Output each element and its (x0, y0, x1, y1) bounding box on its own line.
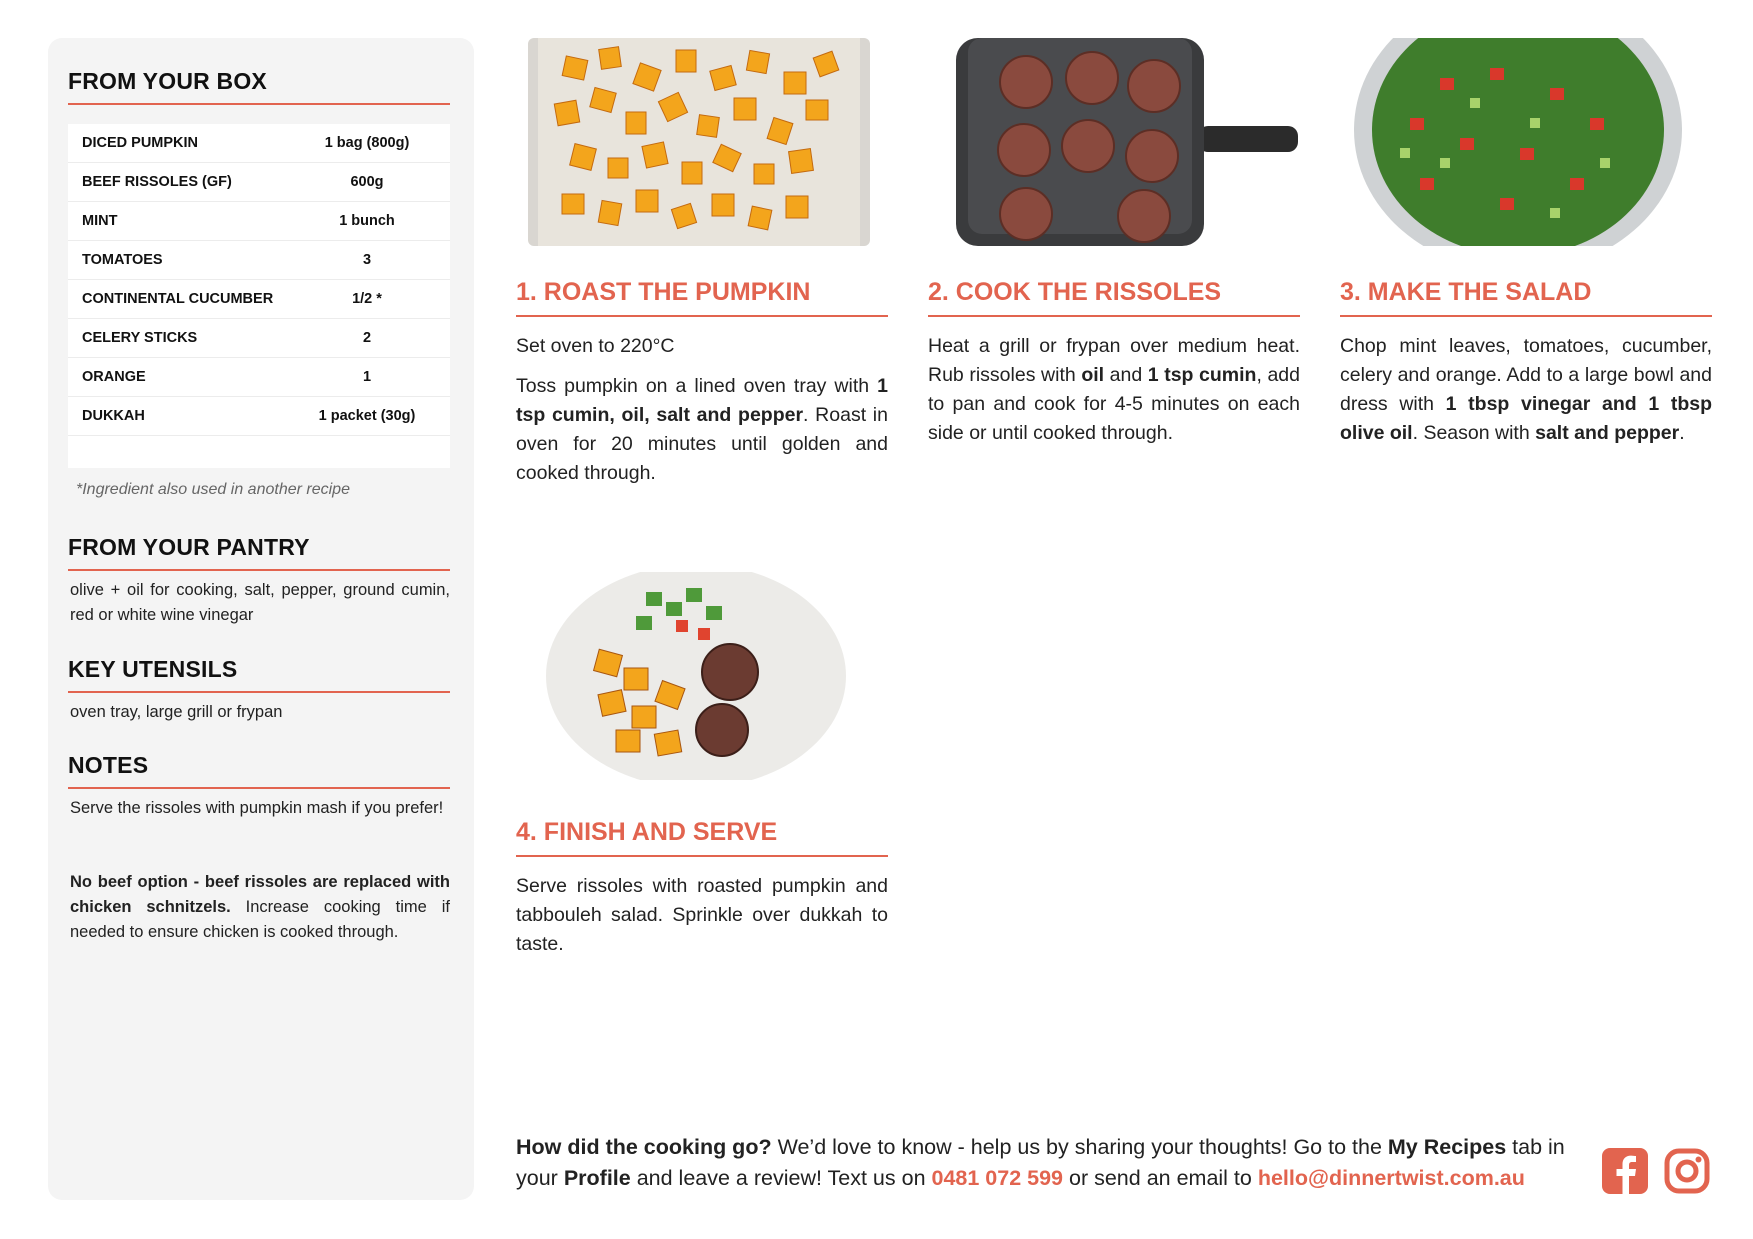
phone-link[interactable]: 0481 072 599 (931, 1166, 1064, 1190)
step-2-heading: 2. COOK THE RISSOLES (928, 278, 1300, 317)
footer-text-3: and leave a review! Text us on (630, 1166, 932, 1190)
roast-pumpkin-photo (516, 38, 888, 246)
notes-text: Serve the rissoles with pumpkin mash if you prefer! (70, 799, 444, 817)
step-3-text-e: . (1679, 422, 1685, 444)
key-utensils-heading: KEY UTENSILS (68, 656, 450, 693)
facebook-icon[interactable] (1602, 1148, 1648, 1194)
table-row (68, 124, 450, 163)
step-4-body (516, 872, 888, 970)
step-2-body (928, 332, 1300, 459)
footer-text-4: or send an email to (1063, 1166, 1258, 1190)
no-beef-text: Increase cooking time if needed to ensure chicken is cooked through. (70, 898, 450, 941)
step-3-text-c: . Season with (1412, 422, 1536, 444)
ingredients-sidebar (48, 38, 474, 1200)
ingredient-qty: 1 (362, 369, 372, 385)
salad-bowl-photo (1340, 38, 1712, 246)
step-2-bold-cumin: 1 tsp cumin (1147, 364, 1257, 386)
step-3-heading: 3. MAKE THE SALAD (1340, 278, 1712, 317)
step-3-text (1340, 332, 1712, 448)
table-row (68, 280, 450, 319)
step-1-text-2 (516, 372, 888, 488)
table-row (68, 163, 450, 202)
notes-heading: NOTES (68, 752, 450, 789)
step-4-heading: 4. FINISH AND SERVE (516, 818, 888, 857)
step-3-bold-dress: 1 tbsp vinegar and 1 tbsp olive oil (1340, 393, 1712, 444)
step-3-body (1340, 332, 1712, 459)
no-beef-note (70, 870, 450, 945)
ingredient-name: DUKKAH (82, 408, 145, 424)
from-your-pantry-heading: FROM YOUR PANTRY (68, 534, 450, 571)
ingredient-name: CONTINENTAL CUCUMBER (82, 291, 274, 307)
step-3-bold-season: salt and pepper (1535, 422, 1680, 444)
step-2-text (928, 332, 1300, 448)
step-1-heading: 1. ROAST THE PUMPKIN (516, 278, 888, 317)
ingredient-name: BEEF RISSOLES (GF) (82, 174, 232, 190)
footer-text-1: We’d love to know - help us by sharing your thoughts! Go to the (771, 1135, 1388, 1159)
ingredients-table (68, 124, 450, 468)
step-2-text-e: , add to pan and cook for 4-5 minutes on each side or until cooked through. (928, 364, 1300, 444)
step-1-text: Set oven to 220°C (516, 335, 675, 357)
table-row (68, 319, 450, 358)
step-4-text: Serve rissoles with roasted pumpkin and tabbouleh salad. Sprinkle over dukkah to taste. (516, 875, 888, 955)
step-2-bold-oil: oil (1081, 364, 1105, 386)
ingredient-qty: 3 (362, 252, 372, 268)
step-1-text-c: . Roast in oven for 20 minutes until golden and cooked through. (516, 404, 888, 484)
ingredient-qty: 1 packet (30g) (318, 408, 416, 424)
ingredient-name: CELERY STICKS (82, 330, 198, 346)
table-row (68, 397, 450, 436)
footer-question: How did the cooking go? (516, 1135, 772, 1159)
step-1-text-a: Toss pumpkin on a lined oven tray with (516, 375, 878, 397)
feedback-footer (516, 1132, 1576, 1194)
no-beef-bold: No beef option - beef rissoles are replaced with chicken schnitzels. (70, 873, 450, 916)
email-link[interactable]: hello@dinnertwist.com.au (1257, 1166, 1525, 1190)
ingredient-note: *Ingredient also used in another recipe (76, 481, 350, 498)
ingredient-qty: 1 bunch (339, 213, 395, 229)
utensils-text: oven tray, large grill or frypan (70, 703, 283, 721)
ingredient-name: DICED PUMPKIN (82, 135, 199, 151)
finished-plate-photo (516, 572, 888, 780)
footer-my-recipes: My Recipes (1387, 1135, 1507, 1159)
pantry-text: olive + oil for cooking, salt, pepper, ground cumin, red or white wine vinegar (70, 581, 450, 624)
ingredient-name: TOMATOES (82, 252, 163, 268)
table-row (68, 202, 450, 241)
ingredient-qty: 2 (362, 330, 372, 346)
step-2-text-a: Heat a grill or frypan over medium heat. Rub rissoles with (928, 335, 1300, 386)
step-2-text-c: and (1104, 364, 1148, 386)
footer-profile: Profile (563, 1166, 631, 1190)
table-row (68, 358, 450, 397)
ingredient-qty: 1/2 * (352, 291, 382, 307)
step-1-bold: 1 tsp cumin, oil, salt and pepper (516, 375, 888, 426)
ingredient-qty: 600g (350, 174, 384, 190)
ingredient-name: ORANGE (82, 369, 146, 385)
instagram-icon[interactable] (1664, 1148, 1710, 1194)
ingredient-qty: 1 bag (800g) (324, 135, 410, 151)
step-3-text-a: Chop mint leaves, tomatoes, cucumber, celery and orange. Add to a large bowl and dress with (1340, 335, 1712, 415)
rissoles-pan-photo (928, 38, 1300, 246)
table-row (68, 241, 450, 280)
ingredient-name: MINT (82, 213, 118, 229)
footer-text-2: tab in your (516, 1135, 1565, 1190)
from-your-box-heading: FROM YOUR BOX (68, 68, 450, 105)
step-1-body (516, 332, 888, 499)
